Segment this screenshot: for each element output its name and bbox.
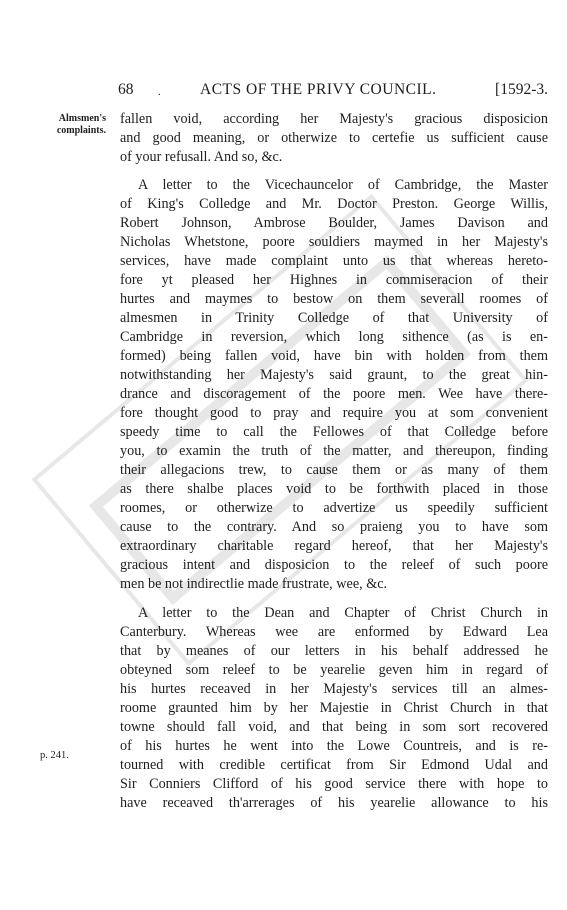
text-line: roome graunted him by her Majestie in Christ Church in that [120, 700, 548, 716]
text-line: tourned with credible certificat from Sir Edmond Udal and [120, 757, 548, 773]
text-line: Canterbury. Whereas wee are enformed by Edward Lea [120, 624, 548, 640]
paragraph-3 [120, 604, 548, 813]
marginal-note-line: complaints. [56, 124, 106, 136]
text-line: cause to the contrary. And so praieng you to have som [120, 519, 548, 535]
text-line: fore yt pleased her Highnes in commiseracion of their [120, 272, 548, 288]
text-line: as there shalbe places void to be forthwith placed in those [120, 481, 548, 497]
text-line: A letter to the Dean and Chapter of Christ Church in [138, 605, 548, 621]
text-line: notwithstanding her Majesty's said graunt, to the great hin- [120, 367, 548, 383]
text-line: their allegacions trew, to cause them or as many of them [120, 462, 548, 478]
text-line: that by meanes of our letters in his behalf addressed he [120, 643, 548, 659]
paragraph-2 [120, 176, 548, 594]
marginal-page-reference: p. 241. [40, 750, 69, 761]
marginal-note-almsmen [18, 113, 106, 136]
text-line: of your refusall. And so, &c. [120, 149, 283, 165]
text-line: men be not indirectlie made frustrate, wee, &c. [120, 576, 388, 592]
text-line: drance and discoragement of the poore men. Wee have there- [120, 386, 548, 402]
text-line: roomes, or otherwize to advertize us speedily sufficient [120, 500, 548, 516]
text-line: Robert Johnson, Ambrose Boulder, James Davison and [120, 215, 548, 231]
text-line: Sir Conniers Clifford of his good service there with hope to [120, 776, 548, 792]
text-line: A letter to the Vicechauncelor of Cambridge, the Master [138, 177, 548, 193]
text-line: have receaved th'arrerages of his yearelie allowance to his [120, 795, 548, 811]
text-line: towne should fall void, and that being in som sort recovered [120, 719, 548, 735]
text-line: hurtes and maymes to bestow on them severall roomes of [120, 291, 548, 307]
running-title: ACTS OF THE PRIVY COUNCIL. [200, 81, 437, 98]
text-line: you, to examin the truth of the matter, and thereupon, finding [120, 443, 548, 459]
text-line: of his hurtes he went into the Lowe Countreis, and is re- [120, 738, 548, 754]
text-line: speedy time to call the Fellowes of that Colledge before [120, 424, 548, 440]
header-year: [1592-3. [495, 81, 548, 98]
text-line: Cambridge in reversion, which long sithence (as is en- [120, 329, 548, 345]
text-line: Nicholas Whetstone, poore souldiers maymed in her Majesty's [120, 234, 548, 250]
text-line: services, have made complaint unto us that whereas hereto- [120, 253, 548, 269]
text-line: obteyned som releef to be yearelie geven him in regard of [120, 662, 548, 678]
text-line: his hurtes receaved in her Majesty's services till an almes- [120, 681, 548, 697]
page-number: 68 [118, 81, 134, 98]
paragraph-1 [120, 110, 548, 167]
text-line: extraordinary charitable regard hereof, that her Majesty's [120, 538, 548, 554]
header-dot: . [158, 86, 161, 98]
marginal-note-line: Almsmen's [58, 113, 106, 124]
text-line: and good meaning, or otherwize to certefie us sufficient cause [120, 130, 548, 146]
text-line: fallen void, according her Majesty's gracious disposicion [120, 111, 548, 127]
running-header [118, 81, 548, 103]
text-line: of King's Colledge and Mr. Doctor Preston. George Willis, [120, 196, 548, 212]
text-line: almesmen in Trinity Colledge of that University of [120, 310, 548, 326]
text-line: fore thought good to pray and require you at som convenient [120, 405, 548, 421]
text-line: gracious intent and disposicion to the releef of such poore [120, 557, 548, 573]
text-line: formed) being fallen void, have bin with holden from them [120, 348, 548, 364]
